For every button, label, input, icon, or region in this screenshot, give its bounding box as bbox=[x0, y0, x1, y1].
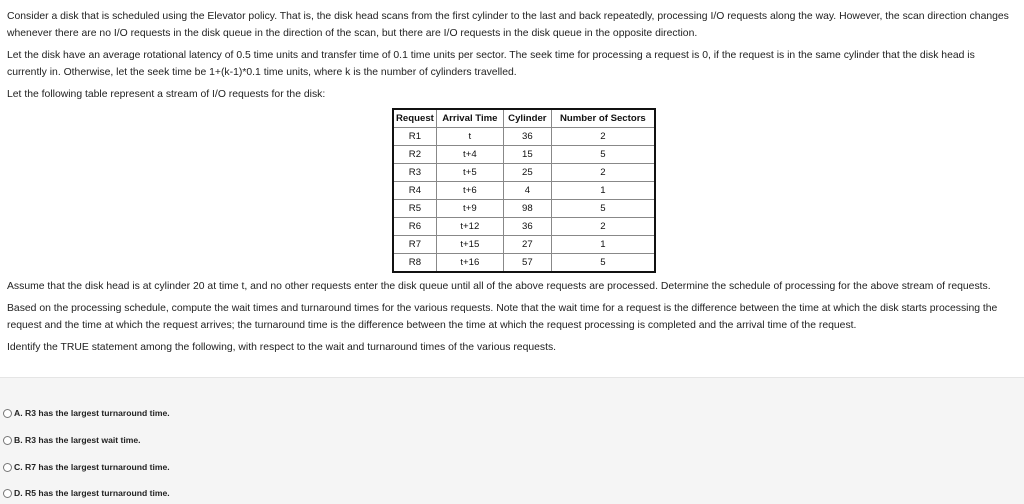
cell-cylinder: 98 bbox=[503, 200, 551, 218]
option-c-label: C. R7 has the largest turnaround time. bbox=[14, 462, 170, 472]
cell-sectors: 5 bbox=[551, 200, 655, 218]
table-row bbox=[393, 218, 655, 236]
option-b[interactable] bbox=[3, 435, 141, 445]
question-paragraph-3: Let the following table represent a stream of I/O requests for the disk: bbox=[7, 89, 326, 100]
cell-cylinder: 27 bbox=[503, 236, 551, 254]
table-header-row bbox=[393, 109, 655, 128]
cell-arrival-time: t+12 bbox=[436, 218, 503, 236]
cell-arrival-time: t+15 bbox=[436, 236, 503, 254]
cell-arrival-time: t+4 bbox=[436, 146, 503, 164]
cell-request: R8 bbox=[393, 254, 436, 273]
cell-sectors: 2 bbox=[551, 128, 655, 146]
radio-button-icon[interactable] bbox=[3, 489, 12, 498]
option-a[interactable] bbox=[3, 408, 170, 418]
cell-arrival-time: t+9 bbox=[436, 200, 503, 218]
cell-request: R6 bbox=[393, 218, 436, 236]
cell-request: R4 bbox=[393, 182, 436, 200]
cell-cylinder: 4 bbox=[503, 182, 551, 200]
table-row bbox=[393, 128, 655, 146]
cell-cylinder: 57 bbox=[503, 254, 551, 273]
cell-sectors: 5 bbox=[551, 146, 655, 164]
question-paragraph-4: Assume that the disk head is at cylinder 20 at time t, and no other requests enter the disk queue until all of the above requests are processed. Determine the schedule of processing for the above stream of requests. bbox=[7, 281, 991, 292]
radio-button-icon[interactable] bbox=[3, 436, 12, 445]
cell-arrival-time: t+5 bbox=[436, 164, 503, 182]
cell-sectors: 1 bbox=[551, 182, 655, 200]
question-paragraph-6: Identify the TRUE statement among the following, with respect to the wait and turnaround times of the various requests. bbox=[7, 342, 557, 353]
cell-cylinder: 15 bbox=[503, 146, 551, 164]
cell-arrival-time: t+6 bbox=[436, 182, 503, 200]
option-a-label: A. R3 has the largest turnaround time. bbox=[14, 408, 170, 418]
option-c[interactable] bbox=[3, 462, 170, 472]
answer-options bbox=[0, 378, 1024, 504]
cell-request: R3 bbox=[393, 164, 436, 182]
header-arrival-time: Arrival Time bbox=[436, 109, 503, 128]
cell-request: R5 bbox=[393, 200, 436, 218]
table-row bbox=[393, 182, 655, 200]
cell-request: R1 bbox=[393, 128, 436, 146]
cell-sectors: 1 bbox=[551, 236, 655, 254]
cell-cylinder: 36 bbox=[503, 218, 551, 236]
header-cylinder: Cylinder bbox=[503, 109, 551, 128]
cell-request: R2 bbox=[393, 146, 436, 164]
table-row bbox=[393, 146, 655, 164]
cell-cylinder: 36 bbox=[503, 128, 551, 146]
table-row bbox=[393, 200, 655, 218]
cell-request: R7 bbox=[393, 236, 436, 254]
cell-arrival-time: t+16 bbox=[436, 254, 503, 273]
question-text bbox=[7, 8, 1017, 361]
cell-sectors: 2 bbox=[551, 164, 655, 182]
table-row bbox=[393, 164, 655, 182]
option-d[interactable] bbox=[3, 488, 170, 498]
requests-table bbox=[392, 108, 656, 273]
option-b-label: B. R3 has the largest wait time. bbox=[14, 435, 141, 445]
option-d-label: D. R5 has the largest turnaround time. bbox=[14, 488, 170, 498]
cell-cylinder: 25 bbox=[503, 164, 551, 182]
table-row bbox=[393, 254, 655, 273]
table-row bbox=[393, 236, 655, 254]
cell-sectors: 2 bbox=[551, 218, 655, 236]
question-paragraph-2: Let the disk have an average rotational latency of 0.5 time units and transfer time of 0.1 time units per sector. The seek time for processing a request is 0, if the request is in the same cylinder that the disk head is currently in. Otherwise, let the seek time be 1+(k-1)*0.1 time units, where k is the number of cylinders travelled. bbox=[7, 50, 975, 78]
radio-button-icon[interactable] bbox=[3, 409, 12, 418]
header-number-of-sectors: Number of Sectors bbox=[551, 109, 655, 128]
radio-button-icon[interactable] bbox=[3, 463, 12, 472]
cell-sectors: 5 bbox=[551, 254, 655, 273]
requests-table-wrapper bbox=[392, 108, 1017, 273]
question-paragraph-5: Based on the processing schedule, compute the wait times and turnaround times for the various requests. Note that the wait time for a request is the difference between the time at which the disk starts processing the request and the time at which the request arrives; the turnaround time is the difference between the time at which the request processing is completed and the arrival time of the request. bbox=[7, 303, 998, 331]
header-request: Request bbox=[393, 109, 436, 128]
question-paragraph-1: Consider a disk that is scheduled using the Elevator policy. That is, the disk head scans from the first cylinder to the last and back repeatedly, processing I/O requests along the way. However, the scan direction changes whenever there are no I/O requests in the disk queue in the direction of the scan, but there are I/O requests in the disk queue in the opposite direction. bbox=[7, 11, 1009, 39]
cell-arrival-time: t bbox=[436, 128, 503, 146]
